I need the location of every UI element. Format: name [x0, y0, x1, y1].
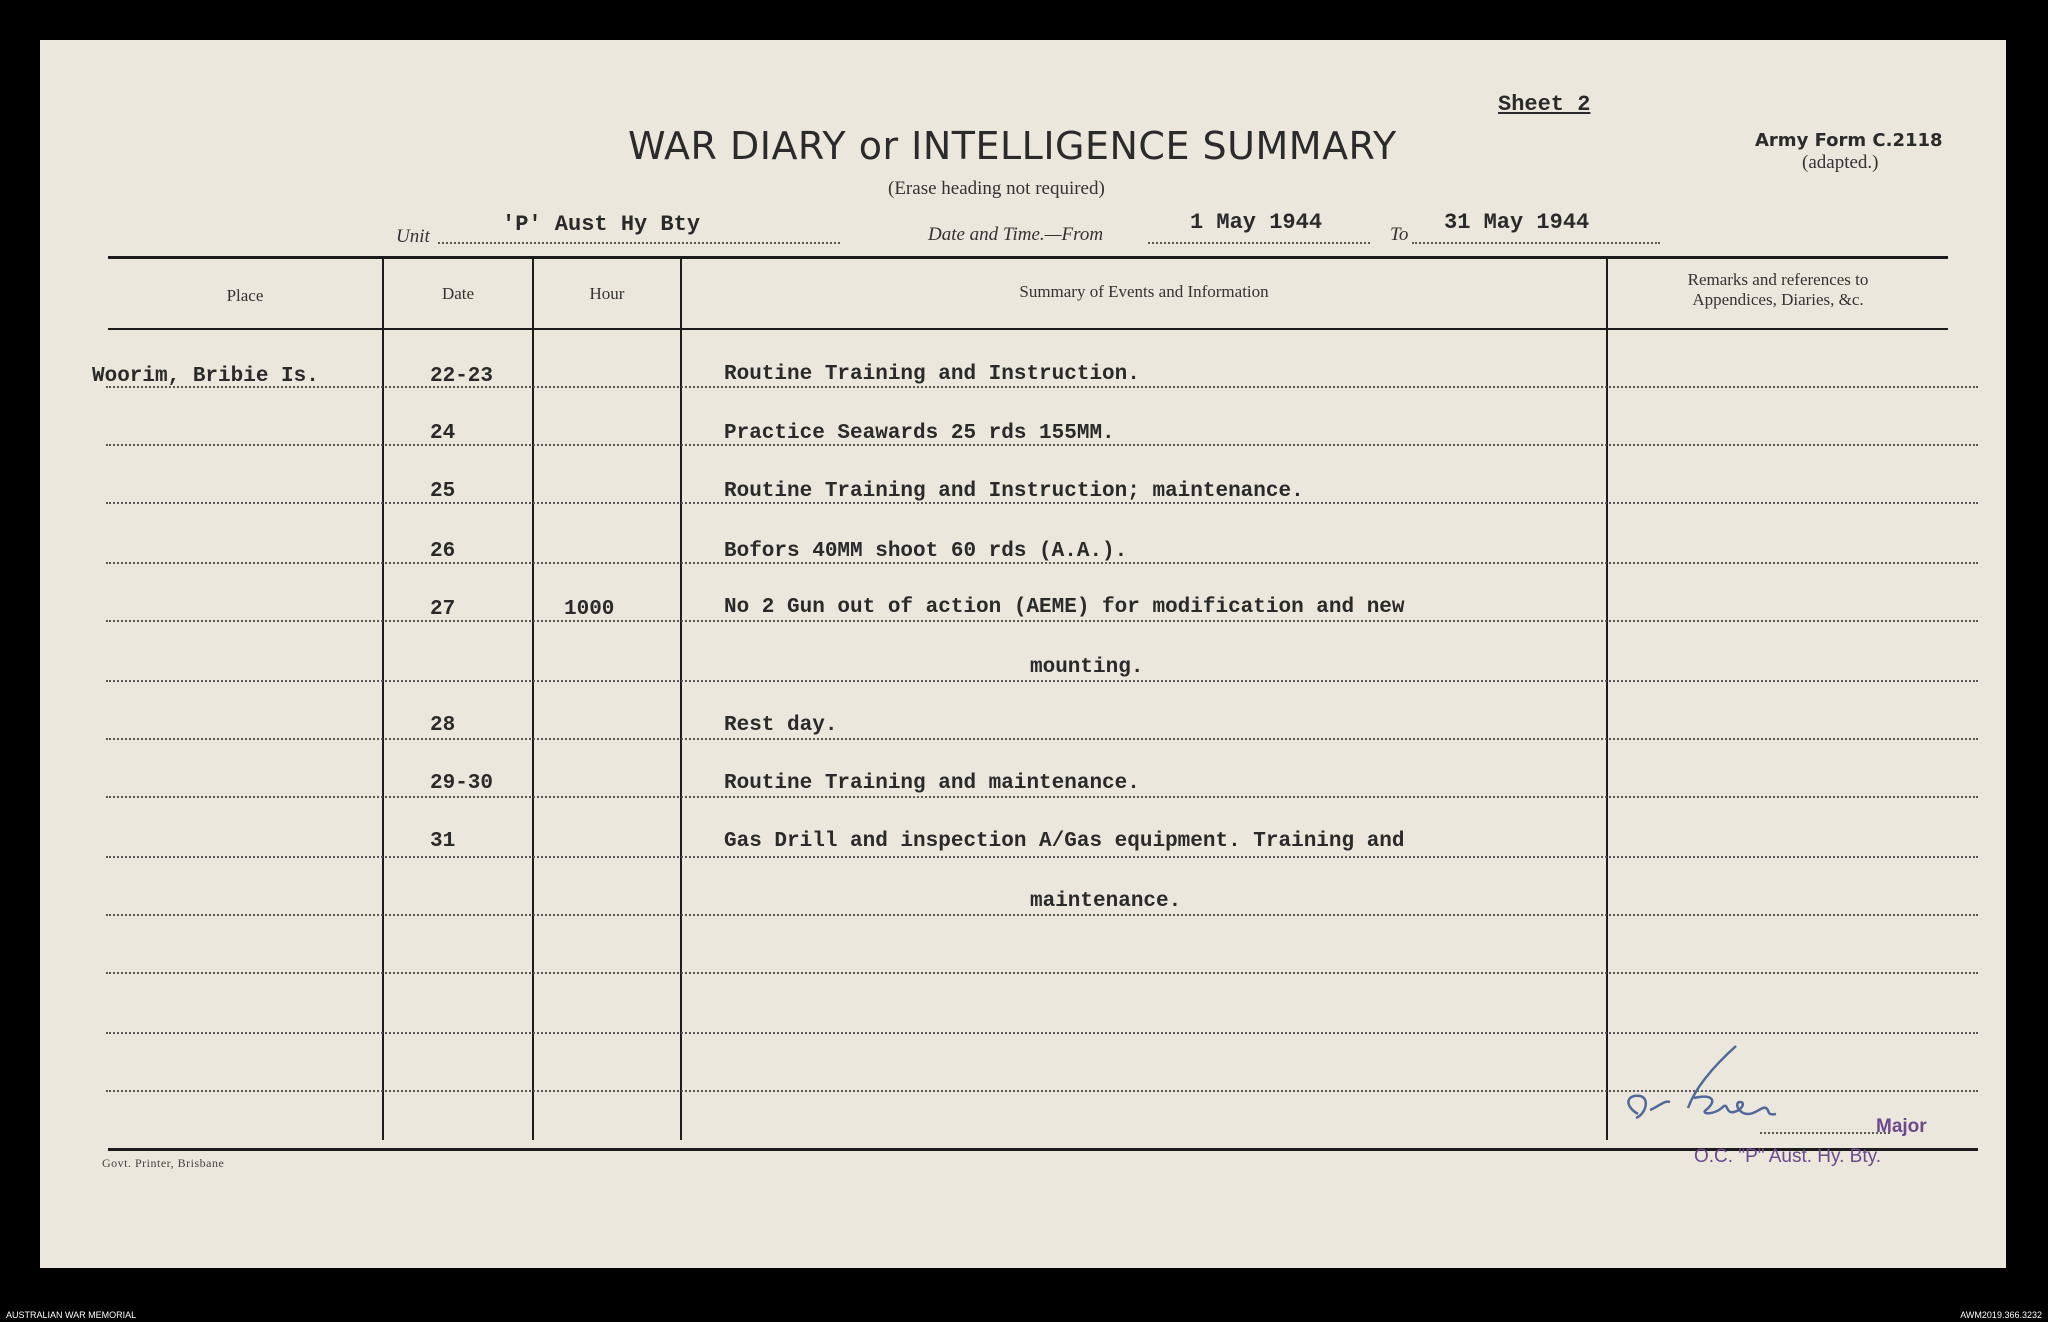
entry-date: 31 — [430, 830, 456, 853]
row-rule — [106, 738, 1978, 740]
entry-summary-continuation: maintenance. — [1030, 890, 1182, 913]
entry-date: 25 — [430, 480, 456, 503]
row-rule — [106, 1032, 1978, 1034]
date-column-divider — [382, 258, 384, 1140]
document-title: WAR DIARY or INTELLIGENCE SUMMARY — [628, 124, 1397, 168]
row-rule — [106, 856, 1978, 858]
army-form-number: Army Form C.2118 — [1755, 130, 1943, 151]
printer-imprint: Govt. Printer, Brisbane — [102, 1156, 225, 1170]
signature-mark — [1616, 1036, 1826, 1136]
entry-summary: No 2 Gun out of action (AEME) for modification and new — [724, 596, 1405, 619]
archive-caption-left: AUSTRALIAN WAR MEMORIAL — [6, 1310, 137, 1320]
to-label: To — [1390, 224, 1409, 245]
column-header-summary: Summary of Events and Information — [1019, 282, 1269, 301]
remarks-header-line-1: Remarks and references to — [1687, 270, 1869, 289]
unit-label: Unit — [396, 226, 430, 247]
column-header-hour: Hour — [589, 284, 625, 303]
row-rule — [106, 620, 1978, 622]
to-date-value: 31 May 1944 — [1444, 210, 1590, 235]
row-rule — [106, 796, 1978, 798]
entry-place: Woorim, Bribie Is. — [92, 365, 319, 388]
entry-summary: Routine Training and maintenance. — [724, 772, 1140, 795]
from-dotted-line — [1148, 242, 1370, 244]
summary-column-divider — [680, 258, 682, 1140]
entry-date: 22-23 — [430, 365, 494, 388]
date-time-label: Date and Time.—From — [928, 224, 1104, 245]
column-header-date: Date — [441, 284, 475, 303]
entry-summary-continuation: mounting. — [1030, 656, 1144, 679]
row-rule — [106, 914, 1978, 916]
table-top-border — [108, 256, 1948, 259]
entry-summary: Practice Seawards 25 rds 155MM. — [724, 422, 1115, 445]
header-bottom-border — [108, 328, 1948, 330]
signature-title: O.C. "P" Aust. Hy. Bty. — [1694, 1146, 1881, 1167]
remarks-header-line-2: Appendices, Diaries, &c. — [1692, 290, 1864, 309]
document-subtitle: (Erase heading not required) — [888, 178, 1105, 199]
entry-summary: Routine Training and Instruction; maintenance. — [724, 480, 1304, 503]
entry-date: 28 — [430, 714, 456, 737]
entry-date: 24 — [430, 422, 456, 445]
to-dotted-line — [1412, 242, 1660, 244]
signature-dotted-line — [1760, 1132, 1890, 1134]
war-diary-sheet — [40, 40, 2006, 1268]
entry-date: 26 — [430, 540, 456, 563]
entry-summary: Rest day. — [724, 714, 838, 737]
entry-summary: Gas Drill and inspection A/Gas equipment. Training and — [724, 830, 1405, 853]
signature-rank: Major — [1876, 1116, 1927, 1137]
entry-hour: 1000 — [564, 598, 615, 621]
entry-date: 27 — [430, 598, 456, 621]
row-rule — [106, 972, 1978, 974]
from-date-value: 1 May 1944 — [1190, 210, 1323, 235]
entry-date: 29-30 — [430, 772, 494, 795]
entry-summary: Bofors 40MM shoot 60 rds (A.A.). — [724, 540, 1128, 563]
column-header-place: Place — [226, 286, 264, 305]
hour-column-divider — [532, 258, 534, 1140]
sheet-number: Sheet 2 — [1498, 92, 1591, 117]
unit-dotted-line — [438, 242, 840, 244]
army-form-note: (adapted.) — [1802, 152, 1879, 173]
remarks-column-divider — [1606, 258, 1608, 1140]
row-rule — [106, 386, 1978, 388]
archive-caption-right: AWM2019.366.3232 — [1960, 1310, 2042, 1320]
unit-value: 'P' Aust Hy Bty — [502, 212, 701, 237]
column-header-remarks — [1608, 270, 1948, 310]
row-rule — [106, 680, 1978, 682]
entry-summary: Routine Training and Instruction. — [724, 363, 1140, 386]
